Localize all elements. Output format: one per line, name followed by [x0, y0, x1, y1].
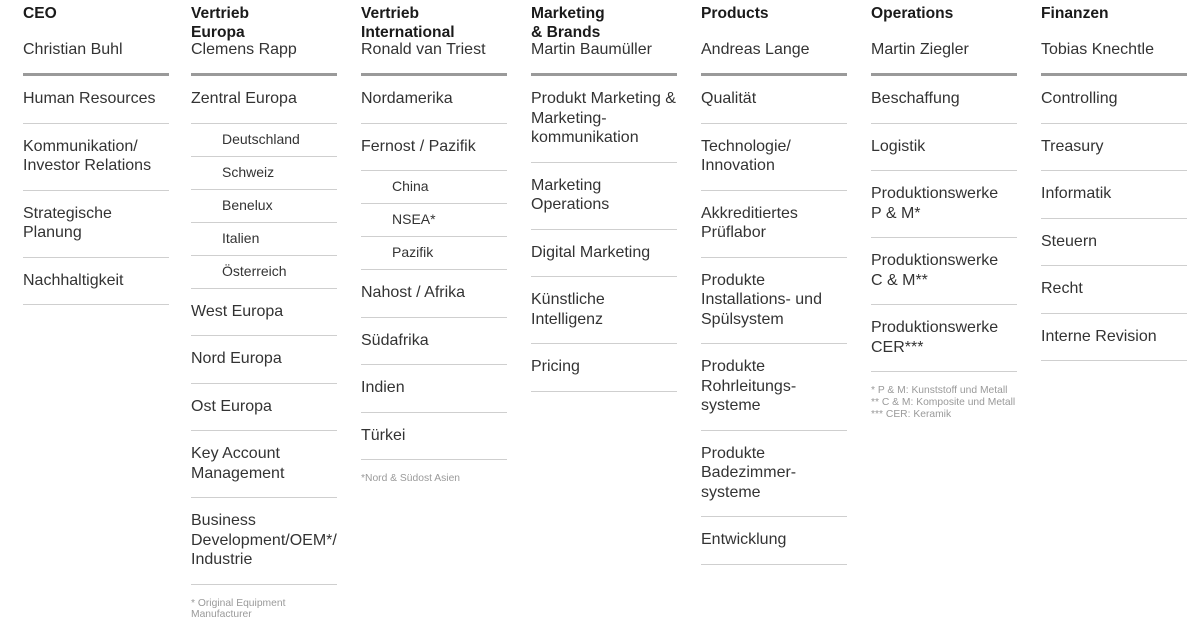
org-column [1041, 0, 1187, 361]
org-unit: Technologie/ Innovation [701, 124, 847, 191]
org-unit: Nachhaltigkeit [23, 258, 169, 306]
department-title: Products [701, 4, 769, 23]
org-unit: Controlling [1041, 76, 1187, 124]
org-column [531, 0, 677, 392]
column-header [23, 0, 169, 73]
department-title: CEO [23, 4, 57, 23]
org-unit: Pricing [531, 344, 677, 392]
org-unit: Türkei [361, 413, 507, 461]
org-unit: Akkreditiertes Prüflabor [701, 191, 847, 258]
department-head-name: Martin Ziegler [871, 40, 969, 59]
column-header [701, 0, 847, 73]
org-unit: Zentral Europa [191, 76, 337, 124]
org-subunit: Pazifik [361, 237, 507, 270]
org-column [23, 0, 169, 305]
org-unit: Südafrika [361, 318, 507, 366]
org-unit: Strategische Planung [23, 191, 169, 258]
org-unit: Nahost / Afrika [361, 270, 507, 318]
org-unit: Entwicklung [701, 517, 847, 565]
org-subunit: Deutschland [191, 124, 337, 157]
footnote: * P & M: Kunststoff und Metall ** C & M: Komposite und Metall *** CER: Keramik [871, 385, 1017, 420]
org-unit: Interne Revision [1041, 314, 1187, 362]
org-unit: Produkte Installations- und Spülsystem [701, 258, 847, 345]
column-header [191, 0, 337, 73]
footnote: *Nord & Südost Asien [361, 473, 507, 485]
org-unit: West Europa [191, 289, 337, 337]
org-unit: Treasury [1041, 124, 1187, 172]
org-subunit: Benelux [191, 190, 337, 223]
org-unit: Produktionswerke P & M* [871, 171, 1017, 238]
org-unit: Indien [361, 365, 507, 413]
org-unit: Recht [1041, 266, 1187, 314]
column-header [531, 0, 677, 73]
org-subunit: Österreich [191, 256, 337, 289]
org-unit: Kommunikation/ Investor Relations [23, 124, 169, 191]
column-header [1041, 0, 1187, 73]
org-unit: Human Resources [23, 76, 169, 124]
org-unit: Logistik [871, 124, 1017, 172]
department-head-name: Tobias Knechtle [1041, 40, 1154, 59]
org-unit: Ost Europa [191, 384, 337, 432]
org-subunit: Italien [191, 223, 337, 256]
org-unit: Produkte Rohrleitungs- systeme [701, 344, 847, 431]
org-column [361, 0, 507, 485]
org-unit: Key Account Management [191, 431, 337, 498]
org-column [191, 0, 337, 621]
org-unit: Steuern [1041, 219, 1187, 267]
org-unit: Digital Marketing [531, 230, 677, 278]
org-unit: Produktionswerke C & M** [871, 238, 1017, 305]
department-title: Vertrieb Europa [191, 4, 249, 42]
org-column [871, 0, 1017, 420]
department-title: Operations [871, 4, 953, 23]
department-title: Finanzen [1041, 4, 1109, 23]
org-unit: Beschaffung [871, 76, 1017, 124]
org-unit: Nordamerika [361, 76, 507, 124]
department-head-name: Martin Baumüller [531, 40, 652, 59]
org-unit: Produktionswerke CER*** [871, 305, 1017, 372]
column-header [361, 0, 507, 73]
org-unit: Produkt Marketing & Marketing- kommunikation [531, 76, 677, 163]
org-column [701, 0, 847, 565]
department-head-name: Christian Buhl [23, 40, 123, 59]
column-header [871, 0, 1017, 73]
org-unit: Informatik [1041, 171, 1187, 219]
org-subunit: Schweiz [191, 157, 337, 190]
org-subunit: China [361, 171, 507, 204]
org-unit: Produkte Badezimmer- systeme [701, 431, 847, 518]
org-unit: Qualität [701, 76, 847, 124]
org-unit: Business Development/OEM*/ Industrie [191, 498, 337, 585]
org-unit: Marketing Operations [531, 163, 677, 230]
org-unit: Nord Europa [191, 336, 337, 384]
footnote: * Original Equipment Manufacturer [191, 598, 337, 621]
department-head-name: Ronald van Triest [361, 40, 486, 59]
department-head-name: Clemens Rapp [191, 40, 297, 59]
org-unit: Fernost / Pazifik [361, 124, 507, 172]
org-subunit: NSEA* [361, 204, 507, 237]
department-title: Vertrieb International [361, 4, 455, 42]
org-unit: Künstliche Intelligenz [531, 277, 677, 344]
department-head-name: Andreas Lange [701, 40, 810, 59]
department-title: Marketing & Brands [531, 4, 605, 42]
